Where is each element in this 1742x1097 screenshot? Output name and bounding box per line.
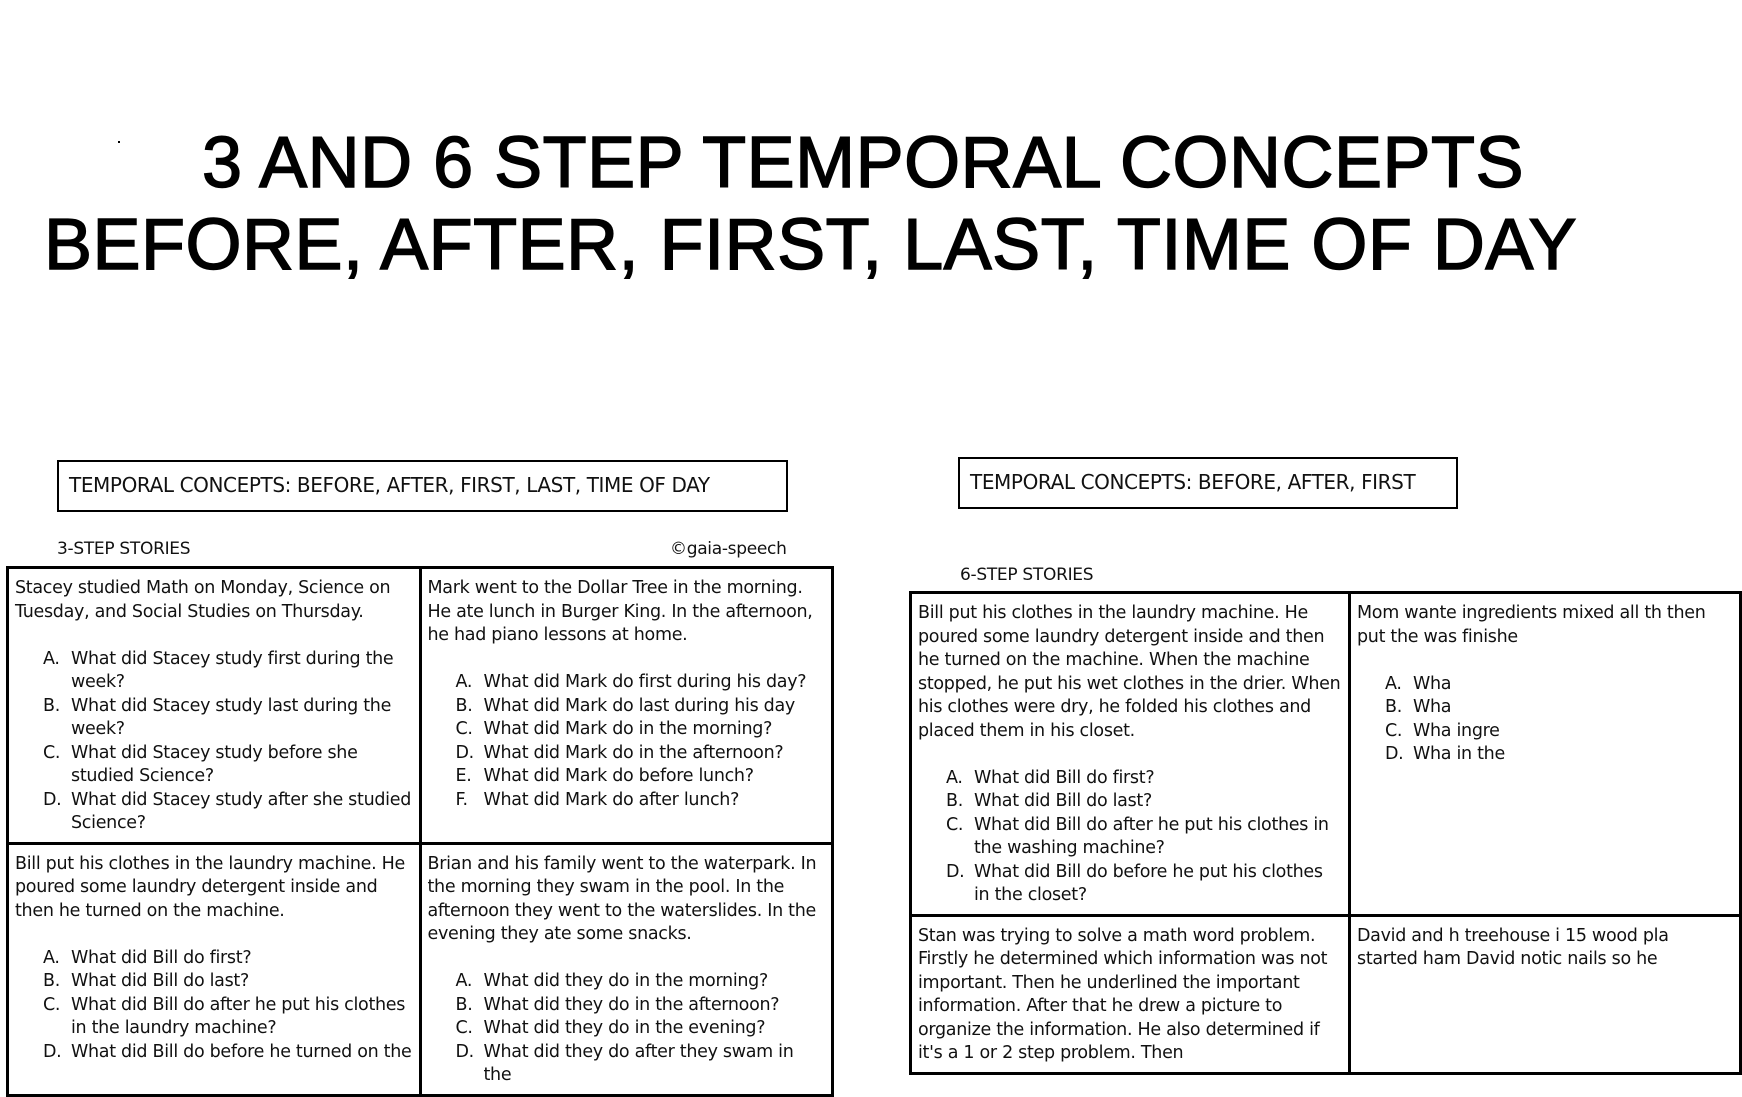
question-item: C. Wha ingre <box>1385 720 1500 741</box>
left-story-table <box>6 566 834 1097</box>
left-subheading: 3-STEP STORIES <box>57 539 191 559</box>
question-item: C. What did Stacey study before she studied Science? <box>43 742 358 786</box>
question-item: A. What did Stacey study first during the week? <box>43 648 394 692</box>
story-text: Mom wante ingredients mixed all th then put the was finishe <box>1357 603 1706 647</box>
right-subheading: 6-STEP STORIES <box>960 565 1094 585</box>
question-item: B. What did Bill do last? <box>946 791 1152 811</box>
story-cell <box>8 843 421 1095</box>
question-item: A. What did Bill do first? <box>946 767 1155 788</box>
question-item: B. What did they do in the afternoon? <box>455 994 780 1015</box>
story-cell <box>1350 593 1741 916</box>
question-item: D. What did Mark do in the afternoon? <box>455 742 784 763</box>
question-item: C. What did they do in the evening? <box>455 1018 766 1038</box>
question-item: B. Wha <box>1385 697 1452 717</box>
question-item: E. What did Mark do before lunch? <box>455 766 754 786</box>
question-item: F. What did Mark do after lunch? <box>455 789 740 810</box>
story-cell <box>8 568 421 844</box>
story-cell <box>420 568 833 844</box>
question-item: B. What did Mark do last during his day <box>455 695 795 716</box>
question-item: D. What did Bill do before he put his clothes in the closet? <box>946 861 1323 905</box>
question-item: A. What did Mark do first during his day? <box>455 672 807 692</box>
question-item: B. What did Bill do last? <box>43 971 249 991</box>
story-text: Mark went to the Dollar Tree in the morning. He ate lunch in Burger King. In the afternoon, he had piano lessons at home. <box>427 578 813 645</box>
story-cell <box>1350 915 1741 1073</box>
question-item: D. Wha in the <box>1385 744 1505 764</box>
story-text: Stan was trying to solve a math word problem. Firstly he determined which information was not important. Then he underlined the important information. After that he drew a picture to organize the information. He also determined if it's a 1 or 2 step problem. Then <box>918 925 1328 1063</box>
right-story-table <box>909 591 1742 1075</box>
question-item: C. What did Bill do after he put his clothes in the laundry machine? <box>43 994 406 1038</box>
question-item: D. What did they do after they swam in the <box>455 1041 794 1085</box>
right-worksheet-header: TEMPORAL CONCEPTS: BEFORE, AFTER, FIRST <box>958 457 1458 509</box>
copyright-label: ©gaia-speech <box>670 539 787 559</box>
stray-mark <box>118 141 120 143</box>
story-text: Bill put his clothes in the laundry machine. He poured some laundry detergent inside and then he turned on the machine. When the machine stopped, he put his wet clothes in the drier. When his clothes were dry, he folded his clothes and placed them in his closet. <box>918 603 1341 741</box>
question-item: A. What did Bill do first? <box>43 947 252 968</box>
page-title-line-2: BEFORE, AFTER, FIRST, LAST, TIME OF DAY <box>44 205 1578 285</box>
story-text: David and h treehouse i 15 wood pla started ham David notic nails so he <box>1357 925 1669 969</box>
question-item: D. What did Stacey study after she studied Science? <box>43 789 412 833</box>
story-text: Brian and his family went to the waterpark. In the morning they swam in the pool. In the afternoon they went to the waterslides. In the evening they ate some snacks. <box>427 853 817 944</box>
question-item: B. What did Stacey study last during the week? <box>43 695 392 739</box>
story-cell <box>911 593 1350 916</box>
story-text: Stacey studied Math on Monday, Science on Tuesday, and Social Studies on Thursday. <box>15 578 391 622</box>
question-item: A. Wha <box>1385 673 1452 694</box>
question-item: D. What did Bill do before he turned on the <box>43 1041 412 1062</box>
story-cell <box>911 915 1350 1073</box>
question-item: A. What did they do in the morning? <box>455 971 768 991</box>
question-item: C. What did Bill do after he put his clothes in the washing machine? <box>946 814 1329 858</box>
story-text: Bill put his clothes in the laundry machine. He poured some laundry detergent inside and then he turned on the machine. <box>15 853 405 921</box>
story-cell <box>420 843 833 1095</box>
page-title-line-1: 3 AND 6 STEP TEMPORAL CONCEPTS <box>202 123 1525 203</box>
question-item: C. What did Mark do in the morning? <box>455 719 773 739</box>
left-worksheet-header: TEMPORAL CONCEPTS: BEFORE, AFTER, FIRST, LAST, TIME OF DAY <box>57 460 788 512</box>
